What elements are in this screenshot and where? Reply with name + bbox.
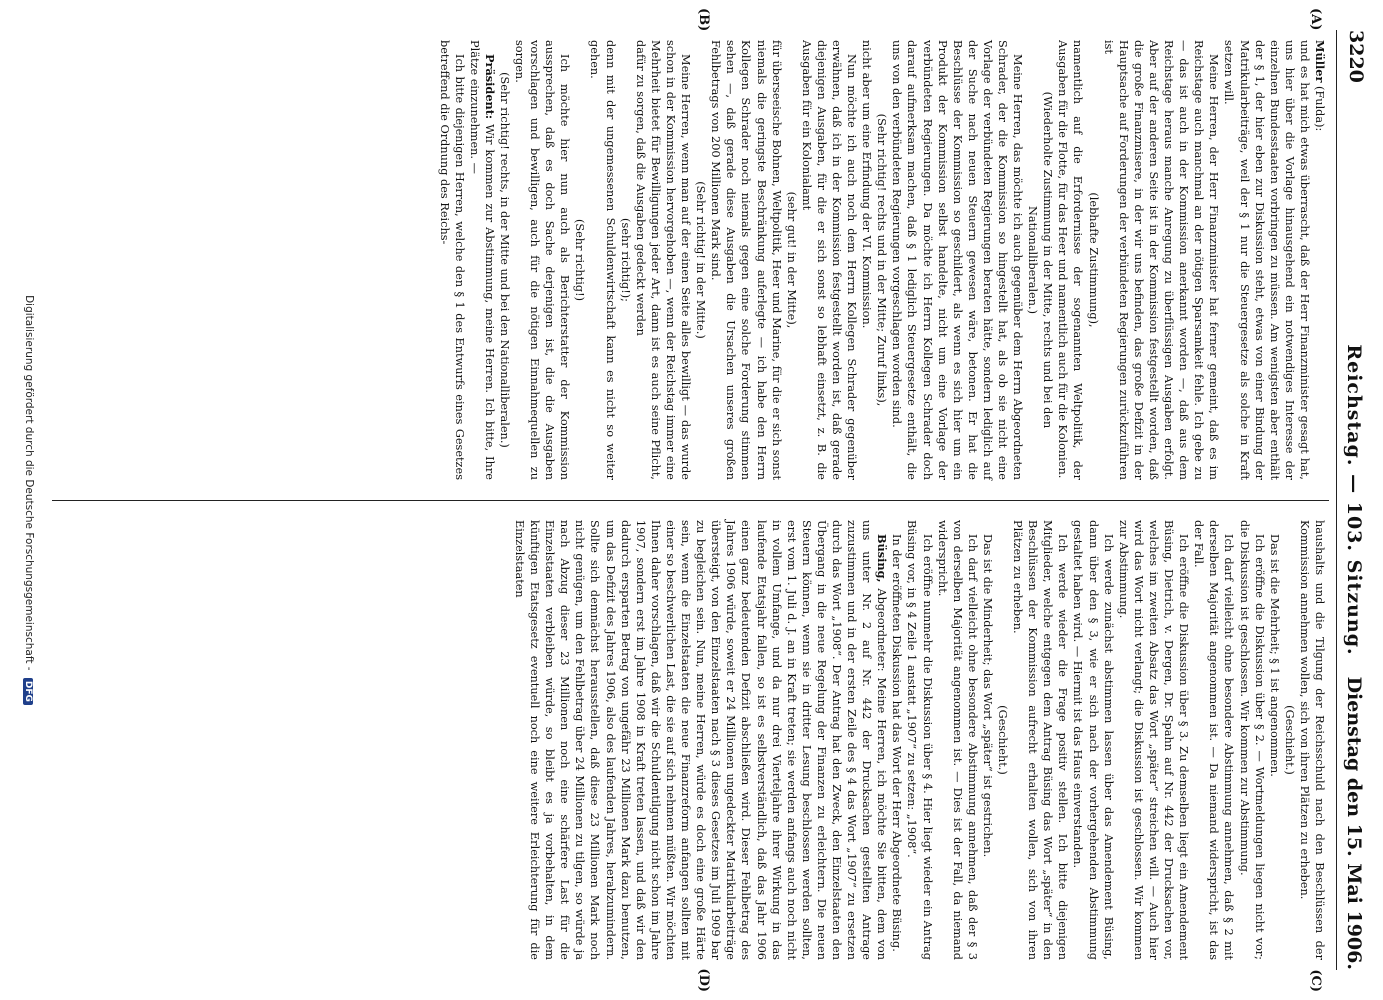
speaker-note: (Fulda): <box>1313 86 1326 132</box>
paragraph: In der eröffneten Diskussion hat das Wort der Herr Abgeordnete Büsing. <box>890 534 904 952</box>
interjection: (lebhafte Zustimmung), <box>1086 192 1100 328</box>
interjection: (Sehr richtig! rechts und in der Mitte; Zuruf links), <box>875 113 889 407</box>
paragraph: denn mit der ungemessenen Schuldenwirtschaft kann es nicht so weiter gehen. <box>588 40 617 480</box>
page-header <box>1336 30 1371 970</box>
speaker-text: Meine Herren, ich möchte Sie bitten, dem von uns unter Nr. 2 auf Nr. 442 der Drucksachen gestellten Antrage zuzustimmen und in der ersten Zeile des § 4 das Wort „1907“ zu ersetzen durch das Wort „1908“. Der Antrag hat den Zweck, den Einzelstaaten den Übergang in die neue Regelung der Finanzen zu erleichtern. Die neuen Steuern können, wenn sie in dritter Lesung beschlossen werden sollten, erst vom 1. Juli d. J. an in Kraft treten; sie werden anfangs auch noch nicht in vollem Umfange, und da nur drei Vierteljahre ihrer Wirkung in das laufende Etatsjahr fallen, so ist es selbstverständlich, daß das Jahr 1906 einen ganz bedeutenden Defizit abschließen wird. Dieser Fehlbetrag des Jahres 1906 würde, soweit er 24 Millionen ungedeckter Matrikularbeiträge übersteigt, von den Einzelstaaten nach § 3 dieses Gesetzes im Juli 1909 bar zu begleichen sein. Nun, meine Herren, würde es doch eine große Härte sein, wenn die Einzelstaaten die neue Finanzreform anfangen sollten mit einer so beschwerlichen Last, die sie auf sich nehmen müßten. Wir möchten Ihnen daher vorschlagen, daß wir die Schuldentilgung nicht schon im Jahre 1907, sondern erst im Jahre 1908 in Kraft treten lassen, und daß wir den dadurch ersparten Betrag von ungefähr 23 Millionen Mark dazu benutzen, um das Defizit des Jahres 1906, also des laufenden Jahres, herabzumindern. Sollte sich demnächst herausstellen, daß diese 23 Millionen Mark noch nicht genügen, um den Fehlbetrag über 24 Millionen zu tilgen, so würde ja nach Abzug dieser 23 Millionen noch eine schärfere Last für die Einzelstaaten verbleiben würde, so bleibt es ja vorbehalten, in dem künftigen Etatsgesetz eventuell noch eine weitere Erleichterung für die Einzelstaaten <box>513 520 889 961</box>
page-title: Reichstag. — 103. Sitzung. <box>1343 344 1365 656</box>
margin-letter-a: (A) <box>1308 8 1323 31</box>
president-label: Präsident: <box>482 54 497 120</box>
digitization-footer <box>23 0 35 1000</box>
paragraph: Ich werde wieder die Frage positiv stellen. Ich bitte diejenigen Mitglieder, welche entgegen dem Antrag Büsing das Wort „später“ in den Beschlüssen der Kommission aufrecht erhalten wollen, sich von ihren Plätzen zu erheben. <box>1011 520 1070 960</box>
margin-letter-c: (C) <box>1308 969 1323 992</box>
paragraph: namentlich auf die Erfordernisse der sogenannten Weltpolitik, der Ausgaben für die Flotte, für das Heer und namentlich auch für die Kolonien. <box>1056 40 1085 480</box>
paragraph: Ich bitte diejenigen Herren, welche den § 1 des Entwurfs eines Gesetzes betreffend die Ordnung des Reichs- <box>437 40 466 480</box>
speaker-role: Abgeordneter: <box>875 588 889 672</box>
paragraph: Meine Herren, der Herr Finanzminister hat ferner gemeint, daß es im Reichstage auch manchmal an der nötigen Sparsamkeit fehle. Ich gebe zu — das ist auch in der Kommission anerkannt worden —, daß aus dem Reichstage heraus manche Anregung zu überflüssigen Ausgaben erfolgt. Aber auf der anderen Seite ist in der Kommission festgestellt worden, daß die große Finanzmisere, in der wir uns befinden, das große Defizit in der Hauptsache auf Forderungen der verbündeten Regierungen zurückzuführen ist <box>1101 40 1221 480</box>
paragraph: Ich darf vielleicht ohne besondere Abstimmung annehmen, daß der § 3 von derselben Majorität angenommen ist. — Dies ist der Fall, da niemand widerspricht. <box>935 520 979 960</box>
margin-letter-b: (B) <box>696 8 711 32</box>
right-column <box>512 520 1327 960</box>
paragraph: und es hat mich etwas überrascht, daß der Herr Finanzminister gesagt hat, uns hier über die Vorlage hinausgehend ein notwendiges Interesse der einzelnen Bundesstaaten vorbringen zu müssen. Am wenigsten aber enthält der § 1, der hier eben zur Diskussion steht, etwas von einer Bindung der Matrikularbeiträge, weil der § 1 nur die Steuergesetze als solche in Kraft setzen will. <box>1222 40 1311 480</box>
interjection: (sehr richtig!); <box>618 218 632 302</box>
column-divider <box>52 500 1329 501</box>
speaker-statement <box>512 520 889 960</box>
paragraph: nicht aber um eine Erfindung der VI. Kommission. <box>860 40 874 329</box>
speaker-name: Büsing, <box>875 534 890 583</box>
president-statement <box>467 40 497 480</box>
paragraph: Ich möchte hier nun auch als Berichterstatter der Kommission aussprechen, daß es doch Sache derjenigen ist, die die Ausgaben vorschlagen und bewilligen, auch für die nötigen Einnahmequellen zu sorgen. <box>513 40 572 480</box>
interjection: (sehr gut! in der Mitte), <box>784 191 798 329</box>
paragraph: Meine Herren, das möchte ich auch gegenüber dem Herrn Abgeordneten Schrader, der die Kommission so hingestellt hat, als ob sie nicht eine Vorlage der verbündeten Regierungen beraten hätte, sondern lediglich auf der Suche nach neuen Steuern gewesen wäre, betonen. Er hat die Beschlüsse der Kommission so geschildert, als wenn es sich hier um ein Produkt der Kommission selbst handelte, nicht um eine Vorlage der verbündeten Regierungen. Da möchte ich Herrn Kollegen Schrader doch darauf aufmerksam machen, daß § 1 lediglich Steuergesetze enthält, die uns von den verbündeten Regierungen vorgeschlagen worden sind. <box>890 40 1025 480</box>
speaker-name: Müller <box>1313 40 1327 83</box>
paragraph: Ich eröffne die Diskussion über § 3. Zu demselben liegt ein Amendement Büsing, Dietrich, v. Dergen, Dr. Spahn auf Nr. 442 der Drucksachen vor, welches im zweiten Absatz das Wort „später“ streichen will. — Auch hier wird das Wort nicht verlangt; die Diskussion ist geschlossen. Wir kommen zur Abstimmung. <box>1116 520 1191 960</box>
paragraph: Das ist die Mehrheit; § 1 ist angenommen. <box>1267 534 1281 777</box>
paragraph: Ich eröffne die Diskussion über § 2. — Wortmeldungen liegen nicht vor; die Diskussion ist geschlossen. Wir kommen zur Abstimmung. <box>1237 520 1266 960</box>
president-text: Wir kommen zur Abstimmung, meine Herren. Ich bitte, Ihre Plätze einzunehmen. — <box>467 40 496 480</box>
paragraph: Nun möchte ich auch noch dem Herrn Kollegen Schrader gegenüber erwähnen, daß ich in der Kommission festgestellt worden ist, daß gerade diejenigen Ausgaben, für die er sich sonst so lebhaft einsetzt, z. B. die Ausgaben für ein Kolonialamt <box>799 40 859 480</box>
page-number: 3220 <box>1345 30 1367 83</box>
paragraph: für überseeische Bohnen, Weltpolitik, Heer und Marine, für die er sich sonst niemals die geringste Beschränkung auferlegte — ich habe den Herrn Kollegen Schrader noch niemals gegen eine solche Forderung stimmen sehen —, daß gerade diese Ausgaben die Ursachen unseres großen Fehlbetrags von 200 Millionen Mark sind. <box>709 40 783 480</box>
interjection: (Sehr richtig! rechts, in der Mitte und bei den Nationalliberalen.) <box>497 72 511 448</box>
interjection: (Wiederholte Zustimmung in der Mitte, rechts und bei den Nationalliberalen.) <box>1026 91 1055 429</box>
interjection: (Geschieht.) <box>1282 705 1296 775</box>
newspaper-page <box>23 0 1383 1000</box>
footer-text: Digitalisierung gefördert durch die Deutsche Forschungsgemeinschaft - <box>23 295 35 671</box>
interjection: (Sehr richtig!) <box>573 218 587 302</box>
margin-letter-d: (D) <box>696 968 711 992</box>
interjection: (Geschieht.) <box>996 705 1010 775</box>
paragraph: Das ist die Minderheit; das Wort „später“ ist gestrichen. <box>980 534 994 858</box>
paragraph: Ich werde zunächst abstimmen lassen über das Amendement Büsing, dann über den § 3, wie er sich nach der vorhergehenden Abstimmung gestaltet haben wird. — Hiermit ist das Haus einverstanden. <box>1071 520 1115 960</box>
paragraph: haushalts und die Tilgung der Reichsschuld nach den Beschlüssen der Kommission annehmen wollen, sich von ihren Plätzen zu erheben. <box>1297 520 1326 960</box>
paragraph: Ich eröffne nunmehr die Diskussion über § 4. Hier liegt wieder ein Antrag Büsing vor, in § 4 Zeile 1 anstatt „1907“ zu setzen: „1908“. <box>905 520 934 960</box>
speaker-line <box>1312 40 1327 480</box>
paragraph: Meine Herren, wenn man auf der einen Seite alles bewilligt — das wurde schon in der Kommission hervorgehoben —, wenn der Reichstag immer eine Mehrheit bietet für Bewilligungen jeder Art, dann ist es auch seine Pflicht, dafür zu sorgen, daß die Ausgaben gedeckt werden <box>633 40 693 480</box>
dfg-logo: DFG <box>23 678 33 705</box>
left-column <box>436 40 1327 480</box>
interjection: (Sehr richtig! in der Mitte.) <box>694 181 708 339</box>
page-date: Dienstag den 15. Mai 1906. <box>1343 676 1365 970</box>
paragraph: Ich darf vielleicht ohne besondere Abstimmung annehmen, daß § 2 mit derselben Majorität angenommen ist. — Da niemand widerspricht, ist das der Fall. <box>1192 520 1236 960</box>
